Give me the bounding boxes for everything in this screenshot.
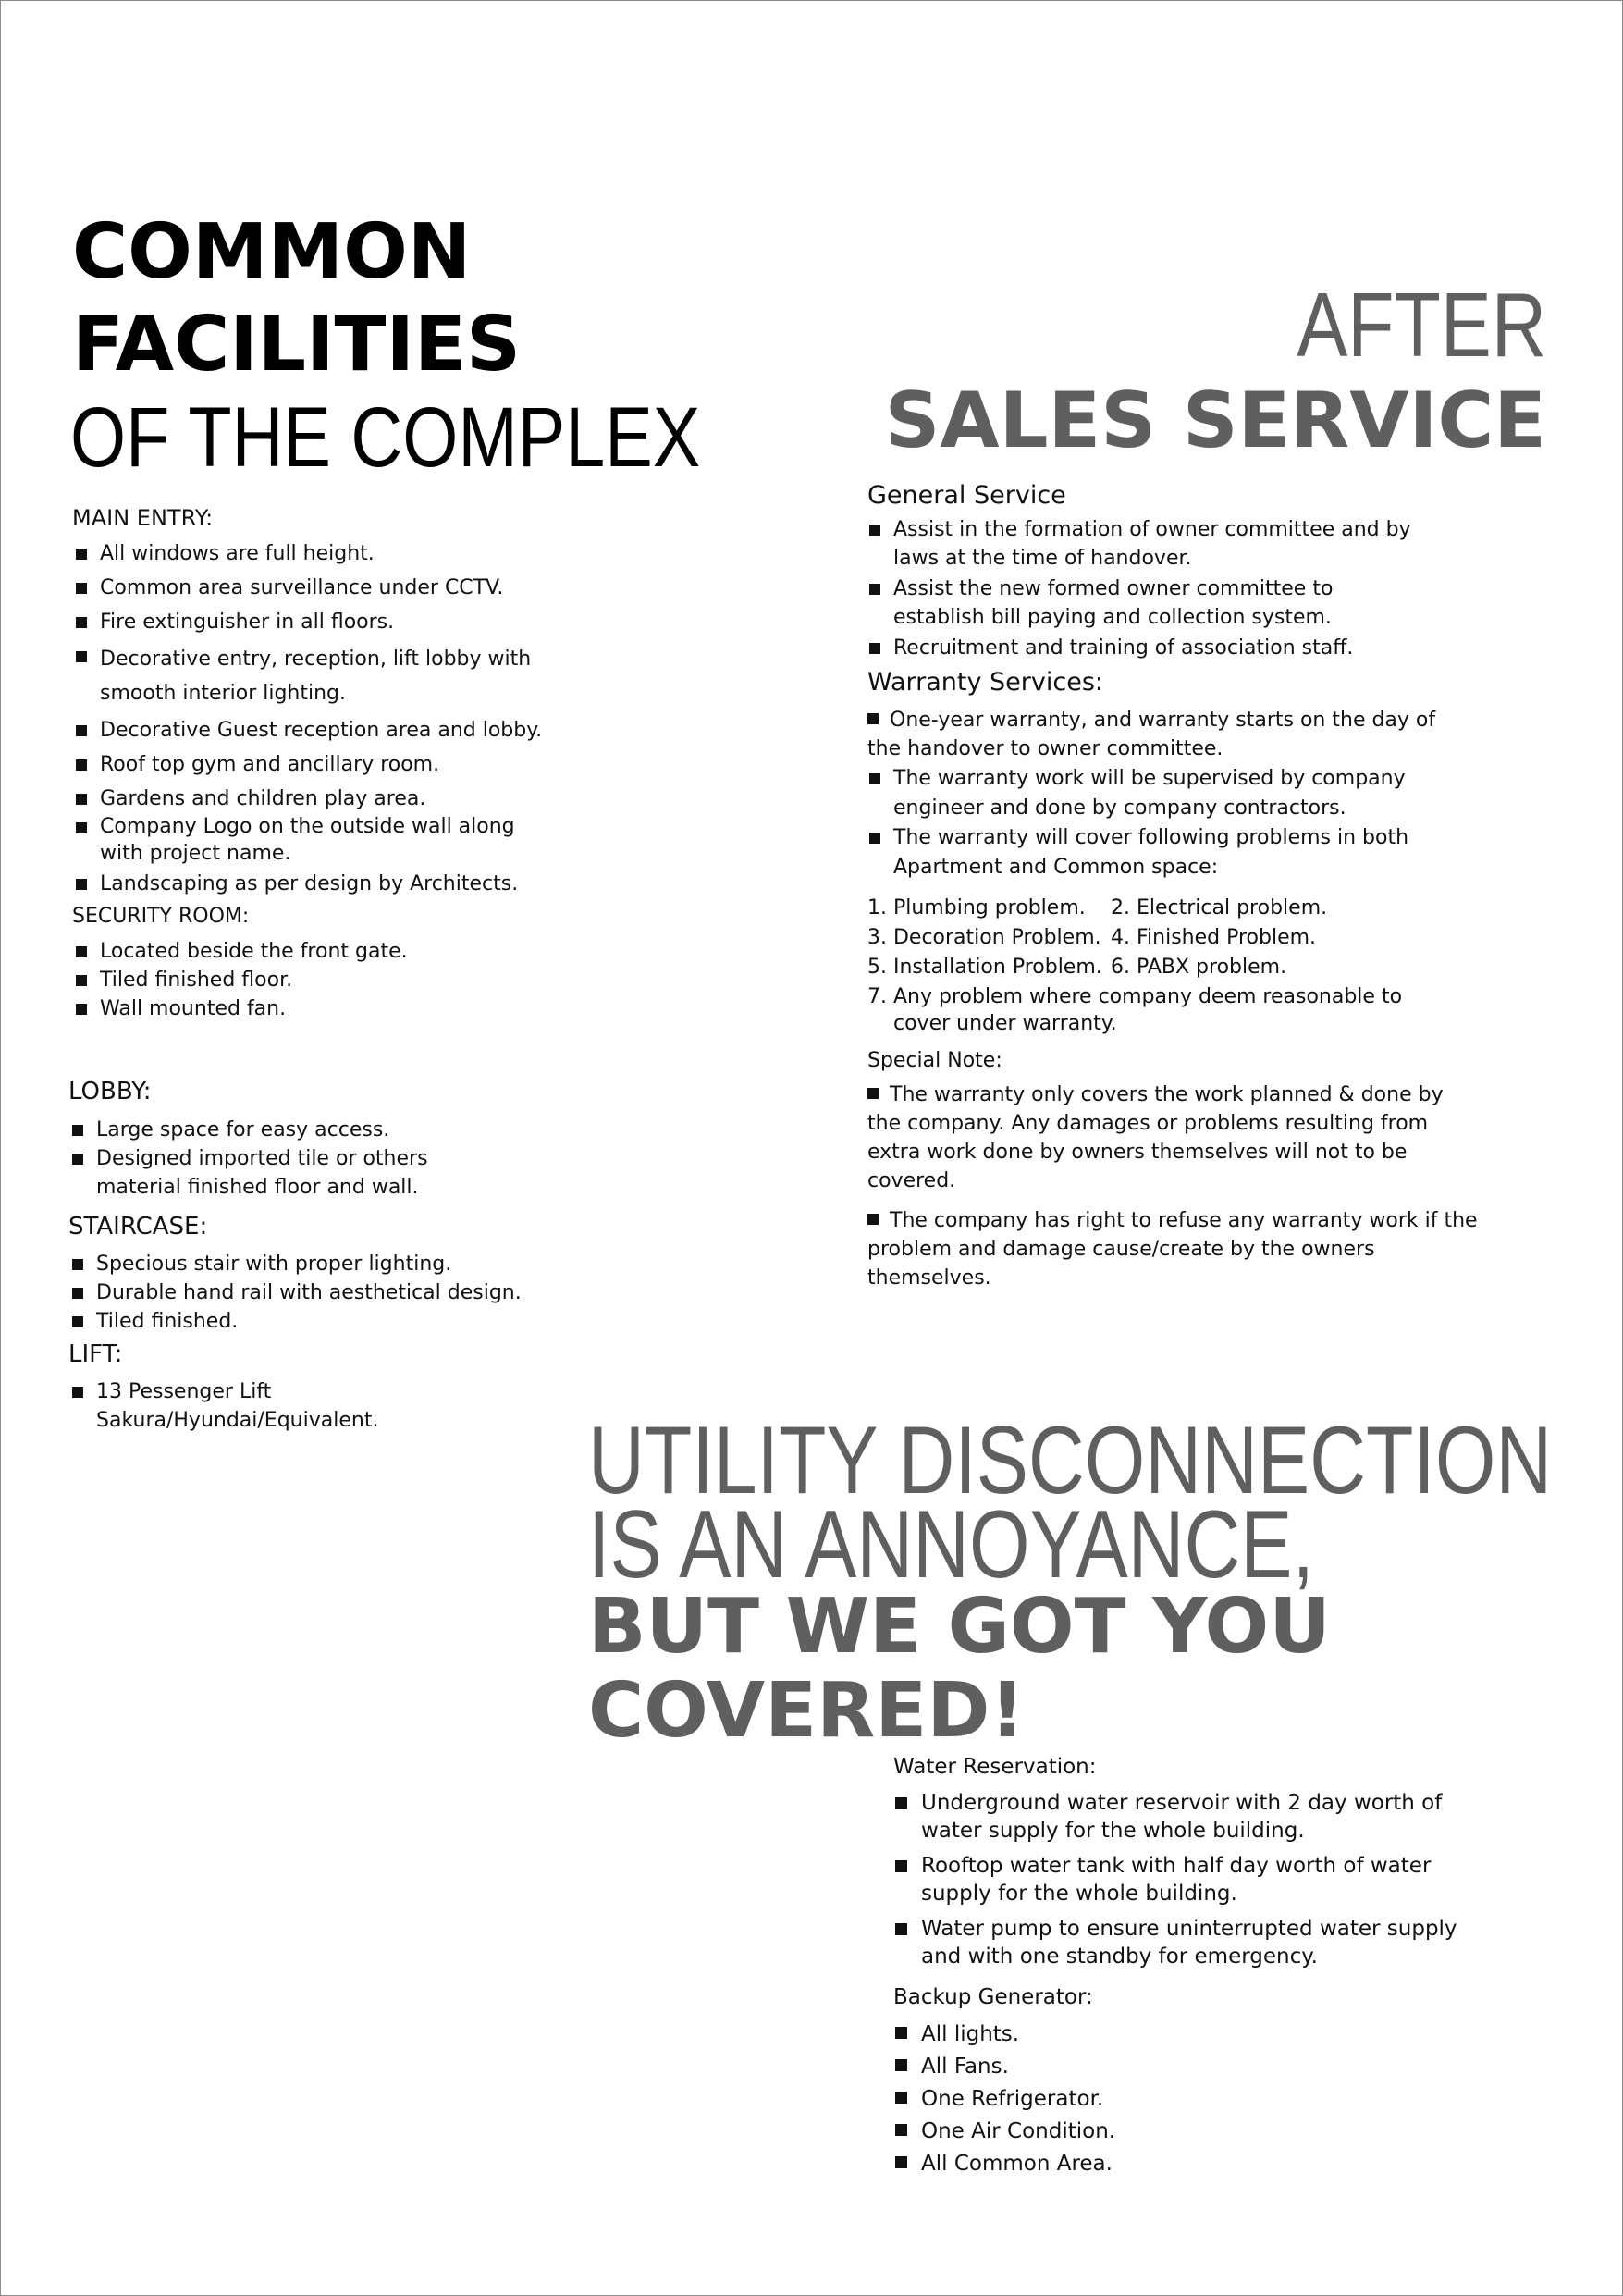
facilities-heading-line1: COMMON: [72, 208, 472, 296]
lift-list: [70, 1377, 379, 1435]
warranty-list: [867, 764, 1422, 883]
list-item: Located beside the front gate.: [74, 937, 555, 966]
list-item: Tiled finished.: [70, 1307, 551, 1336]
problem-item-7: 7. Any problem where company deem reasonable to cover under warranty.: [867, 985, 1403, 1035]
list-item: The warranty will cover following problems in both Apartment and Common space:: [867, 823, 1422, 883]
problem-item: 1. Plumbing problem.: [867, 896, 1086, 920]
list-item: Specious stair with proper lighting.: [70, 1250, 551, 1278]
warranty-intro: [867, 706, 1459, 763]
list-item: Assist in the formation of owner committee and by laws at the time of handover.: [867, 515, 1422, 573]
problem-item: 2. Electrical problem.: [1111, 896, 1328, 920]
list-item: All windows are full height.: [74, 539, 564, 568]
problem-item: 5. Installation Problem.: [867, 956, 1102, 979]
general-service-list: [867, 515, 1422, 662]
list-item: The company has right to refuse any warranty work if the problem and damage cause/create by the owners themselves.: [867, 1206, 1478, 1292]
list-item: Large space for easy access.: [70, 1116, 514, 1144]
list-item: 13 Pessenger Lift Sakura/Hyundai/Equivalent.: [70, 1377, 375, 1435]
warranty-services-title: Warranty Services:: [867, 668, 1103, 697]
staircase-list: [70, 1250, 551, 1336]
special-note-title: Special Note:: [867, 1049, 1002, 1072]
problem-item: 4. Finished Problem.: [1111, 926, 1317, 949]
list-item: One Air Condition.: [893, 2116, 1263, 2148]
problem-item: 6. PABX problem.: [1111, 956, 1287, 979]
list-item: Wall mounted fan.: [74, 994, 555, 1023]
after-sales-heading-line2: SALES SERVICE: [884, 376, 1546, 465]
lobby-list: [70, 1116, 514, 1202]
staircase-title: STAIRCASE:: [68, 1213, 208, 1241]
list-item: Underground water reservoir with 2 day worth of water supply for the whole building.: [893, 1789, 1504, 1845]
warranty-problem-grid: [867, 894, 1327, 982]
list-item: One-year warranty, and warranty starts on the day of the handover to owner committee.: [867, 706, 1459, 763]
list-item: Decorative Guest reception area and lobby.: [74, 716, 564, 745]
after-sales-heading-line1: AFTER: [1297, 274, 1546, 376]
list-item: Common area surveillance under CCTV.: [74, 574, 564, 602]
main-entry-title: MAIN ENTRY:: [72, 505, 214, 531]
security-room-title: SECURITY ROOM:: [72, 905, 250, 928]
list-item: Assist the new formed owner committee to establish bill paying and collection system.: [867, 574, 1422, 632]
list-item: Water pump to ensure uninterrupted water supply and with one standby for emergency.: [893, 1915, 1504, 1970]
list-item: All Fans.: [893, 2051, 1263, 2083]
backup-generator-list: [893, 2018, 1263, 2180]
lobby-title: LOBBY:: [68, 1078, 152, 1105]
utility-heading-line2: IS AN ANNOYANCE,: [588, 1491, 1314, 1599]
backup-generator-title: Backup Generator:: [893, 1985, 1093, 2009]
list-item: Fire extinguisher in all floors.: [74, 608, 564, 636]
general-service-title: General Service: [867, 481, 1066, 510]
list-item: Tiled finished floor.: [74, 966, 555, 994]
problem-item: 3. Decoration Problem.: [867, 926, 1101, 949]
list-item: The warranty work will be supervised by company engineer and done by company contractors.: [867, 764, 1422, 823]
list-item: All Common Area.: [893, 2148, 1263, 2180]
water-reservation-list: [893, 1789, 1504, 1976]
list-item: The warranty only covers the work planned & done by the company. Any damages or problems resulting from extra work done by owners themselves will not to be covered.: [867, 1080, 1478, 1195]
list-item: Decorative entry, reception, lift lobby with smooth interior lighting.: [74, 642, 564, 710]
water-reservation-title: Water Reservation:: [893, 1755, 1097, 1779]
list-item: All lights.: [893, 2018, 1263, 2051]
list-item: One Refrigerator.: [893, 2083, 1263, 2116]
list-item: Rooftop water tank with half day worth of water supply for the whole building.: [893, 1852, 1504, 1907]
utility-heading-line1: UTILITY DISCONNECTION: [588, 1407, 1553, 1514]
list-item: Roof top gym and ancillary room.: [74, 750, 564, 779]
list-item: Durable hand rail with aesthetical design.: [70, 1278, 551, 1307]
special-note-list: [867, 1080, 1478, 1292]
facilities-heading-line2: FACILITIES: [72, 301, 522, 389]
utility-heading-line3: BUT WE GOT YOU: [588, 1583, 1331, 1671]
list-item: Designed imported tile or others material finished floor and wall.: [70, 1144, 514, 1202]
main-entry-list: [74, 539, 564, 898]
list-item: Company Logo on the outside wall along with project name.: [74, 813, 564, 867]
utility-heading-line4: COVERED!: [588, 1667, 1025, 1755]
facilities-heading-line3: OF THE COMPLEX: [70, 390, 701, 485]
list-item: Recruitment and training of association staff.: [867, 634, 1422, 662]
security-room-list: [74, 937, 555, 1023]
list-item: Gardens and children play area.: [74, 784, 564, 813]
list-item: Landscaping as per design by Architects.: [74, 870, 564, 898]
lift-title: LIFT:: [68, 1340, 123, 1368]
